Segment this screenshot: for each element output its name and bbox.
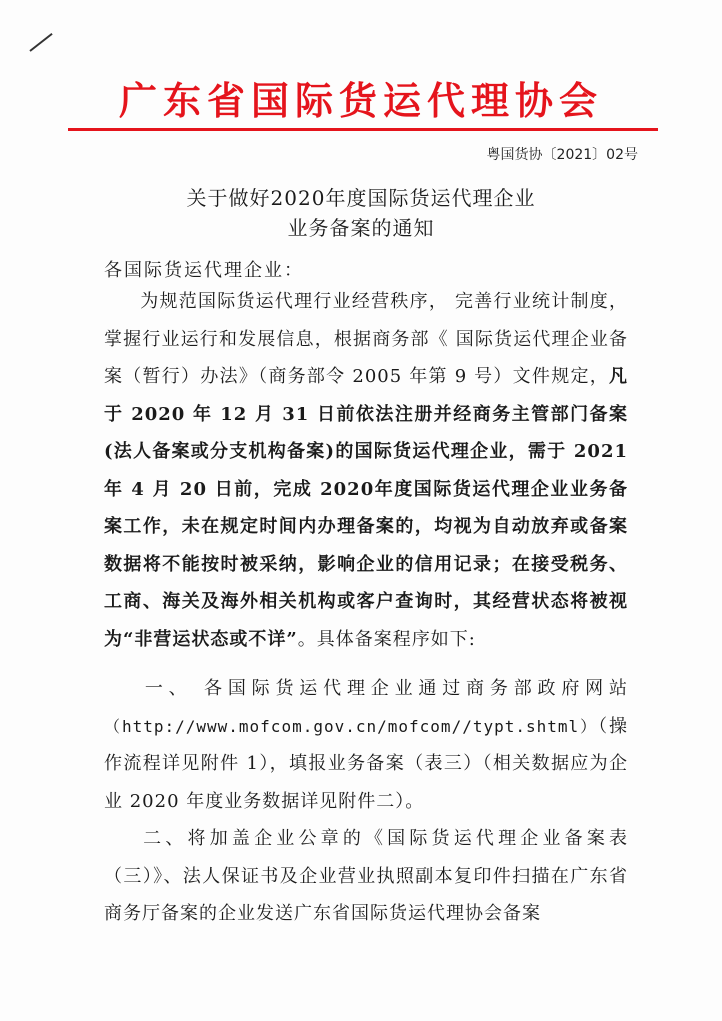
handwritten-mark: [29, 33, 52, 52]
step-two-text: 二、将加盖企业公章的《国际货运代理企业备案表（三）》、法人保证书及企业营业执照副本复印件扫描在广东省商务厅备案的企业发送广东省国际货运代理协会备案: [104, 828, 628, 924]
paragraph-intro: [104, 283, 628, 658]
document-title-line-1: 关于做好2020年度国际货运代理企业: [186, 186, 536, 210]
paragraph-intro-tail: 。具体备案程序如下:: [297, 628, 476, 650]
step-one-lead: 一、 各国际货运代理企业通过商务部政府网站: [140, 678, 628, 699]
step-one-rest: （操作流程详见附件 1），填报业务备案（表三）（相关数据应为企业 2020 年度业务数据详见附件二）。: [104, 715, 629, 812]
paragraph-intro-text: 为规范国际货运代理行业经营秩序， 完善行业统计制度，掌握行业运行和发展信息，根据商务部《 国际货运代理企业备案（暂行）办法》（商务部令 2005 年第 9 号）文件规定，: [104, 291, 628, 387]
paragraph-step-two: [104, 820, 628, 933]
letterhead-divider: [68, 128, 658, 131]
organization-letterhead: 广东省国际货运代理协会: [118, 79, 603, 123]
document-number: 粤国货协〔2021〕02号: [486, 147, 638, 163]
mofcom-url: （http://www.mofcom.gov.cn/mofcom//typt.shtml）: [104, 716, 599, 736]
paragraph-intro-bold-text: 凡于 2020 年 12 月 31 日前依法注册并经商务主管部门备案(法人备案或分支机构备案)的国际货运代理企业，需于 2021 年 4 月 20 日前，完成 2020年度国际货运代理企业业务备案工作，未在规定时间内办理备案的，均视为自动放弃或备案数据将不能按时被采纳，影响企业的信用记录；在接受税务、工商、海关及海外相关机构或客户查询时，其经营状态将被视为“非营运状态或不详”: [104, 366, 628, 650]
salutation: 各国际货运代理企业：: [104, 260, 304, 281]
document-title-line-2: 业务备案的通知: [287, 216, 435, 240]
paragraph-step-one: [104, 670, 628, 820]
